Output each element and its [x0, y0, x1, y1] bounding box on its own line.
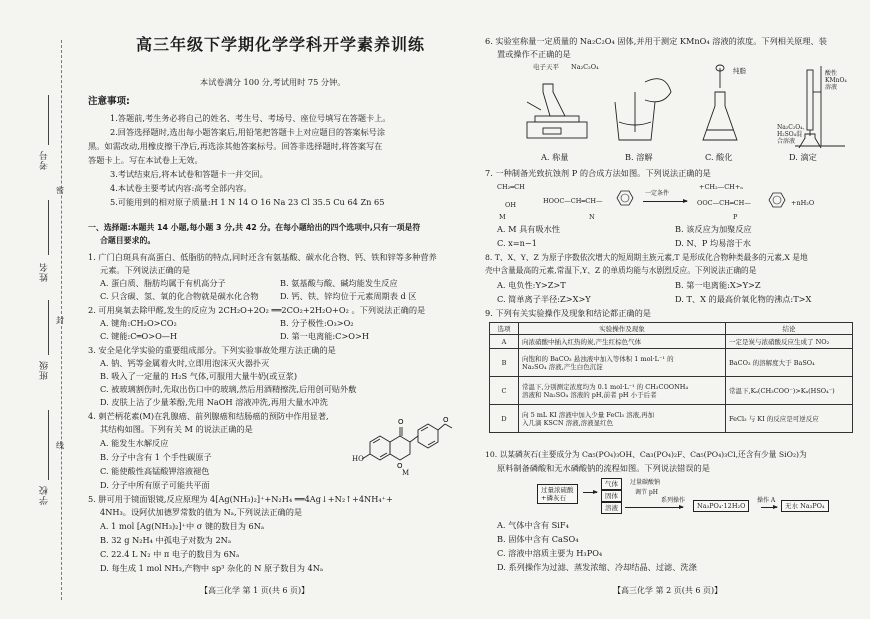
- q6-option-c: C. 酸化: [705, 152, 733, 162]
- q10-flow-ph: 调节 pH: [635, 489, 658, 496]
- field-exam-number-line: [48, 95, 49, 145]
- q9-cell: 向饱和的 BaCO₃ 悬浊液中加入等体积 1 mol·L⁻¹ 的 Na₂SO₄ 溶液,产生白色沉淀: [519, 349, 726, 377]
- q1-option-b: B. 氨基酸与酸、碱均能发生反应: [280, 278, 398, 288]
- notice-line: 2.回答选择题时,选出每小题答案后,用铅笔把答题卡上对应题目的答案标号涂: [110, 127, 386, 137]
- field-class-line: [48, 300, 49, 355]
- q10-flow-operation-a: 操作 A: [757, 497, 776, 504]
- q8-stem: 8. T、X、Y、Z 为原子序数依次增大的短周期主族元素,T 是形成化合物种类最多的元素,X 是地: [485, 253, 808, 262]
- field-school-line: [48, 410, 49, 480]
- q7-benzene-ring-n: [613, 188, 635, 208]
- q3-option-d: D. 皮肤上沾了少量苯酚,先用 NaOH 溶液冲洗,再用大量水冲洗: [100, 397, 328, 407]
- q7-label-m: M: [499, 213, 506, 221]
- q10-flow-arrow: [583, 492, 597, 493]
- q10-flow-reagent: 过量碳酸钠: [630, 479, 661, 486]
- q4-stem: 其结构如图。下列有关 M 的说法正确的是: [100, 424, 253, 434]
- q7-label-n: N: [589, 213, 595, 221]
- notice-line: 1.答题前,考生务必将自己的姓名、考生号、考场号、座位号填写在答题卡上。: [110, 113, 391, 123]
- q7-option-d: D. N、P 均易溶于水: [675, 238, 751, 248]
- q7-option-b: B. 该反应为加聚反应: [675, 224, 752, 234]
- q6-stem: 6. 实验室称量一定质量的 Na₂C₂O₄ 固体,并用于测定 KMnO₄ 溶液的浓度。下列相关原理、装: [485, 36, 827, 46]
- q6-label-acid: 纯脂: [733, 67, 746, 75]
- q3-option-c: C. 被玻璃割伤时,先取出伤口中的玻璃,然后用酒精擦洗,后用创可贴外敷: [100, 384, 357, 394]
- q9-cell: BaCO₃ 的溶解度大于 BaSO₄: [726, 349, 853, 377]
- q7-stem: 7. 一种制备光致抗蚀剂 P 的合成方法如图。下列说法正确的是: [485, 168, 711, 178]
- q9-cell: A: [490, 335, 519, 349]
- q9-cell: 一定是炭与浓硝酸反应生成了 NO₂: [726, 335, 853, 349]
- q1-option-d: D. 钙、铁、锌均位于元素周期表 d 区: [280, 291, 417, 301]
- q5-option-c: C. 22.4 L N₂ 中 π 电子的数目为 6Nₐ: [100, 549, 240, 559]
- notice-line: 3.考试结束后,将本试卷和答题卡一并交回。: [110, 169, 268, 179]
- q4-option-c: C. 能使酸性高锰酸钾溶液褪色: [100, 466, 210, 476]
- exam-title: 高三年级下学期化学学科开学素养训练: [136, 35, 426, 54]
- q5-option-b: B. 32 g N₂H₄ 中孤电子对数为 2Nₐ: [100, 535, 232, 545]
- q9-stem: 9. 下列有关实验操作及现象和结论都正确的是: [485, 308, 651, 318]
- svg-text:O: O: [443, 416, 449, 424]
- notice-title: 注意事项:: [88, 96, 130, 107]
- q4-stem: 4. 刺芒柄花素(M)在乳腺癌、前列腺癌和结肠癌的预防中作用显著,: [88, 411, 329, 421]
- q4-option-a: A. 能发生水解反应: [100, 438, 169, 448]
- q8-option-d: D. T、X 的最高价氧化物的沸点:T>X: [675, 294, 812, 304]
- q5-stem: 4NH₃。设阿伏加德罗常数的值为 Nₐ,下列说法正确的是: [100, 507, 303, 517]
- q9-row: [490, 377, 853, 405]
- q10-flow-crystal: Na₃PO₄·12H₂O: [693, 500, 749, 512]
- q6-option-d: D. 滴定: [789, 152, 817, 162]
- q7-polymer: +CH₂—CH+ₙ: [699, 183, 744, 191]
- field-name-label: 姓名: [40, 262, 50, 282]
- binding-margin: [0, 0, 72, 619]
- q10-option-b: B. 固体中含有 CaSO₄: [497, 534, 579, 544]
- q2-option-a: A. 键角:CH₂O>CO₂: [100, 318, 177, 328]
- q7-option-a: A. M 具有吸水性: [497, 224, 561, 234]
- q9-cell: D: [490, 405, 519, 433]
- q7-n-structure: HOOC—CH═CH—: [543, 197, 603, 205]
- q9-cell: 向 5 mL KI 溶液中加入少量 FeCl₃ 溶液,再加 入几滴 KSCN 溶液,溶液显红色: [519, 405, 726, 433]
- q7-oh: OH: [505, 201, 516, 209]
- q10-flow-arrow: [625, 507, 683, 508]
- field-name-line: [48, 200, 49, 255]
- q9-cell: 向浓硝酸中插入红热的炭,产生红棕色气体: [519, 335, 726, 349]
- notice-line: 4.本试卷主要考试内容:高考全部内容。: [110, 183, 252, 193]
- cut-mark-feng: 封: [56, 316, 64, 325]
- q9-row: [490, 405, 853, 433]
- q6-option-a: A. 称量: [541, 152, 569, 162]
- q1-stem: 1. 广门白斑具有高蛋白、低脂肪的特点,同时还含有氨基酸、碳水化合物、钙、铁和锌等多种营养: [88, 252, 437, 262]
- q1-option-a: A. 蛋白质、脂肪均属于有机高分子: [100, 278, 226, 288]
- q10-option-a: A. 气体中含有 SiF₄: [497, 520, 569, 530]
- q9-cell: 常温下,Kₐ(CH₃COO⁻)>Kₐ(HSO₄⁻): [726, 377, 853, 405]
- q9-cell: C: [490, 377, 519, 405]
- page-1-footer: 【高三化学 第 1 页(共 6 页)】: [200, 586, 310, 595]
- q5-option-d: D. 每生成 1 mol NH₃,产物中 sp³ 杂化的 N 原子数目为 4Nₐ: [100, 563, 324, 573]
- q6-label-mixture: Na₂C₂O₄、 H₂SO₄混 合溶液: [777, 124, 809, 145]
- cut-mark-xian: 线: [56, 441, 64, 450]
- exam-subtitle: 本试卷满分 100 分,考试用时 75 分钟。: [200, 77, 346, 87]
- q10-flow-end: 无水 Na₃PO₄: [781, 500, 829, 512]
- q9-header-operation: 实验操作及现象: [519, 323, 726, 335]
- q3-option-a: A. 钠、钙等金属着火时,立即用泡沫灭火器扑灭: [100, 358, 270, 368]
- q9-table: [489, 322, 853, 433]
- q9-header-conclusion: 结论: [726, 323, 853, 335]
- q9-row: [490, 349, 853, 377]
- q6-option-b: B. 溶解: [625, 152, 653, 162]
- q10-flow-gas: 气体: [601, 478, 622, 490]
- q8-option-a: A. 电负性:Y>Z>T: [497, 280, 566, 290]
- notice-line: 5.可能用到的相对原子质量:H 1 N 14 O 16 Na 23 Cl 35.5 Cu 64 Zn 65: [110, 197, 385, 207]
- q10-option-d: D. 系列操作为过滤、蒸发浓缩、冷却结晶、过滤、洗涤: [497, 562, 697, 572]
- q10-flow-series: 系列操作: [661, 497, 686, 504]
- q7-option-c: C. x=n−1: [497, 238, 537, 248]
- q10-stem: 10. 以某磷灰石(主要成分为 Ca₅(PO₄)₃OH、Ca₃(PO₄)₂F、Ca₅(PO₄)₃Cl,还含有少量 SiO₂)为: [485, 450, 807, 459]
- section-heading: 一、选择题:本题共 14 小题,每小题 3 分,共 42 分。在每小题给出的四个选项中,只有一项是符: [88, 223, 421, 232]
- notice-line: 黑。如需改动,用橡皮擦干净后,再选涂其他答案标号。回答非选择题时,将答案写在: [88, 141, 383, 151]
- q9-cell: B: [490, 349, 519, 377]
- q7-label-p: P: [733, 213, 738, 221]
- field-school-label: 学校: [40, 485, 50, 505]
- q7-benzene-ring-p: [765, 190, 787, 210]
- svg-text:O: O: [398, 418, 404, 426]
- q6-label-kmno4: 酸性 KMnO₄ 溶液: [825, 70, 847, 91]
- q10-flow-solution: 溶液: [601, 502, 622, 514]
- q3-option-b: B. 吸入了一定量的 H₂S 气体,可服用大量牛奶(或豆浆): [100, 371, 298, 381]
- q10-flow-solid: 固体: [601, 490, 622, 502]
- field-exam-number-label: 考号: [40, 150, 50, 170]
- q8-option-c: C. 简单离子半径:Z>X>Y: [497, 294, 591, 304]
- section-heading-cont: 合题目要求的。: [100, 236, 156, 245]
- q4-option-b: B. 分子中含有 1 个手性碳原子: [100, 452, 212, 462]
- q6-label-balance: 电子天平: [533, 63, 559, 71]
- q2-option-b: B. 分子极性:O₃>O₂: [280, 318, 354, 328]
- q8-stem: 壳中含量最高的元素,常温下,Y、Z 的单质均能与水剧烈反应。下列说法正确的是: [485, 266, 757, 275]
- q2-stem: 2. 可用臭氧去除甲醛,发生的反应为 2CH₂O+2O₂ ══2CO₂+2H₂O+O₂ 。下列说法正确的是: [88, 305, 426, 315]
- q2-option-c: C. 键能:C═O>O—H: [100, 331, 178, 341]
- q7-reaction-arrow: [643, 201, 687, 202]
- q5-option-a: A. 1 mol [Ag(NH₃)₂]⁺中 σ 键的数目为 6Nₐ: [100, 521, 265, 531]
- q7-monomer: CH₂═CH: [497, 183, 525, 191]
- q7-water: +nH₂O: [791, 199, 815, 207]
- q1-stem: 元素。下列说法正确的是: [100, 265, 191, 275]
- field-class-label: 班级: [40, 360, 50, 380]
- q9-header-option: 选项: [490, 323, 519, 335]
- q1-option-c: C. 只含碳、氢、氧的化合物就是碳水化合物: [100, 291, 259, 301]
- q4-molecule-ho: HO: [352, 455, 364, 463]
- q10-stem: 原料制备磷酸和无水磷酸钠的流程如图。下列说法错误的是: [497, 463, 710, 473]
- q4-molecule-structure: [348, 412, 458, 474]
- q7-polymer-chain: OOC—CH═CH—: [697, 199, 751, 207]
- q6-label-sample: Na₂C₂O₄: [571, 63, 599, 71]
- q3-stem: 3. 安全是化学实验的重要组成部分。下列实验事故处理方法正确的是: [88, 345, 336, 355]
- svg-text:O: O: [397, 462, 403, 470]
- q9-row: [490, 335, 853, 349]
- page-2-footer: 【高三化学 第 2 页(共 6 页)】: [613, 586, 723, 595]
- q10-option-c: C. 溶液中溶质主要为 H₃PO₄: [497, 548, 603, 558]
- cut-mark-mi: 密: [56, 186, 64, 195]
- q4-molecule-label: M: [402, 469, 410, 477]
- notice-line: 答题卡上。写在本试卷上无效。: [88, 155, 203, 165]
- q2-option-d: D. 第一电离能:C>O>H: [280, 331, 370, 341]
- q9-cell: FeCl₃ 与 KI 的反应是可逆反应: [726, 405, 853, 433]
- q9-cell: 常温下,分别测定浓度均为 0.1 mol·L⁻¹ 的 CH₃COONH₄ 溶液和 Na₂SO₄ 溶液的 pH,前者 pH 小于后者: [519, 377, 726, 405]
- q8-option-b: B. 第一电离能:X>Y>Z: [675, 280, 761, 290]
- q7-arrow-condition: 一定条件: [645, 190, 670, 197]
- q4-option-d: D. 分子中所有原子可能共平面: [100, 480, 210, 490]
- q5-stem: 5. 肼可用于镜面银镜,反应原理为 4[Ag(NH₃)₂]⁺+N₂H₄ ══4Ag↓+N₂↑+4NH₄⁺+: [88, 494, 393, 504]
- q10-flow-start: 过量浓硫酸 +磷灰石: [537, 484, 578, 504]
- q6-stem: 置或操作不正确的是: [497, 49, 571, 59]
- q10-flow-arrow: [761, 507, 777, 508]
